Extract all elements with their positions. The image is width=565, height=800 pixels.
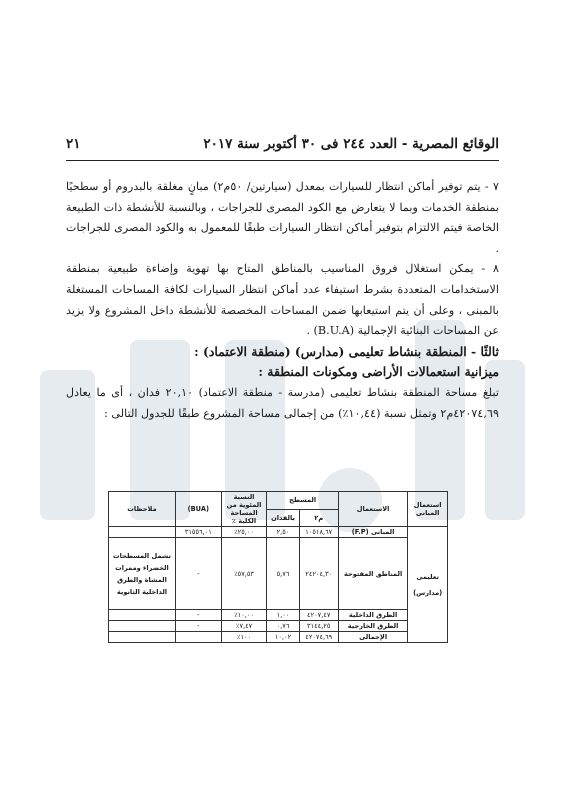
group-label: تعليمى bbox=[416, 572, 439, 581]
document-body bbox=[66, 177, 499, 424]
cell-bua: - bbox=[175, 621, 221, 632]
header-building-use: استعمال المبانى bbox=[408, 492, 448, 527]
cell-m2: ٤٢٠٧٤,٦٩ bbox=[299, 632, 338, 643]
cell-notes bbox=[109, 610, 176, 621]
group-sublabel: (مدارس) bbox=[413, 588, 443, 597]
cell-bua: - bbox=[175, 610, 221, 621]
page-header bbox=[66, 133, 499, 155]
cell-percent: ٢٥,٠٠٪ bbox=[221, 527, 267, 538]
cell-m2: ٤٢٠٧,٤٧ bbox=[299, 610, 338, 621]
cell-percent: ١٠,٠٠٪ bbox=[221, 610, 267, 621]
header-divider bbox=[66, 160, 499, 161]
cell-notes bbox=[109, 527, 176, 538]
paragraph-7: ٧ - يتم توفير أماكن انتظار للسيارات بمعدل (سيارتين/ ٥٠م٢) مبانٍ مغلقة بالبدروم أو سطحيًا بمنطقة الخدمات وبما لا يتعارض مع الكود المصرى للجراجات ، وبالنسبة للأنشطة ذات الطبيعة الخاصة فيتم الالتزام بتوفير أماكن انتظار السيارات طبقًا للمعمول به والكود المصرى للجراجات . bbox=[66, 180, 499, 255]
table-header-row bbox=[109, 492, 448, 510]
cell-feddan: ٢,٥٠ bbox=[267, 527, 299, 538]
header-notes: ملاحظات bbox=[109, 492, 176, 527]
cell-use: المناطق المفتوحة bbox=[338, 538, 407, 610]
cell-feddan: ١,٠٠ bbox=[267, 610, 299, 621]
table-row bbox=[109, 538, 448, 610]
group-cell bbox=[408, 527, 448, 643]
cell-bua bbox=[175, 632, 221, 643]
cell-percent: ١٠٠٪ bbox=[221, 632, 267, 643]
header-bua: (BUA) bbox=[175, 492, 221, 527]
cell-bua: - bbox=[175, 538, 221, 610]
cell-percent: ٥٧,٥٣٪ bbox=[221, 538, 267, 610]
cell-bua: ٣١٥٥٦,٠١ bbox=[175, 527, 221, 538]
header-percent: النسبة المئوية من المساحة الكلية ٪ bbox=[221, 492, 267, 527]
cell-notes: تشمل المسطحات الخضراء وممرات المشاة والطرق الداخلية الثانوية bbox=[109, 538, 176, 610]
cell-m2: ٣١٤٤,٢٥ bbox=[299, 621, 338, 632]
paragraph-8: ٨ - يمكن استغلال فروق المناسيب بالمناطق المتاح بها تهوية وإضاءة طبيعية بمنطقة الاستخدامات المتعددة بشرط استيفاء عدد أماكن انتظار السيارات لكافة المساحات المستغلة بالمبنى ، وعلى أن يتم استيعابها ضمن المساحات المخصصة للأنشطة داخل المشروع ولا يزيد عن المساحات البنائية الإجمالية (B.U.A) . bbox=[66, 262, 499, 338]
intro-paragraph: تبلغ مساحة المنطقة بنشاط تعليمى (مدرسة - منطقة الاعتماد) ٢٠,١٠ فدان ، أى ما يعادل ٤٢٠٧٤,٦٩م٢ وتمثل نسبة (١٠,٤٤٪) من إجمالى مساحة المشروع طبقًا للجدول التالى : bbox=[66, 385, 499, 420]
page-number: ٢١ bbox=[66, 136, 81, 152]
cell-notes bbox=[109, 632, 176, 643]
header-title: الوقائع المصرية - العدد ٢٤٤ فى ٣٠ أكتوبر سنة ٢٠١٧ bbox=[203, 136, 499, 152]
cell-use: الطرق الداخلية bbox=[338, 610, 407, 621]
header-area: المسطح bbox=[267, 492, 338, 510]
cell-use: المبانى (F.P) bbox=[338, 527, 407, 538]
header-area-feddan: بالفدان bbox=[267, 509, 299, 527]
subsection-title: ميزانية استعمالات الأراضى ومكونات المنطقة : bbox=[258, 364, 499, 380]
header-area-m2: م٢ bbox=[299, 509, 338, 527]
cell-feddan: ٠,٧٦ bbox=[267, 621, 299, 632]
cell-notes bbox=[109, 621, 176, 632]
cell-feddan: ٥,٧٦ bbox=[267, 538, 299, 610]
cell-use: الطرق الخارجية bbox=[338, 621, 407, 632]
header-use: الاستعمال bbox=[338, 492, 407, 527]
table-row bbox=[109, 621, 448, 632]
cell-m2: ٢٤٢٠٤,٣٠ bbox=[299, 538, 338, 610]
table-row bbox=[109, 527, 448, 538]
cell-use: الإجمالى bbox=[338, 632, 407, 643]
land-use-table bbox=[108, 491, 448, 643]
cell-feddan: ١٠,٠٢ bbox=[267, 632, 299, 643]
table-row bbox=[109, 610, 448, 621]
table-total-row bbox=[109, 632, 448, 643]
cell-percent: ٧,٤٧٪ bbox=[221, 621, 267, 632]
section-title: ثالثًا - المنطقة بنشاط تعليمى (مدارس) (منطقة الاعتماد) : bbox=[194, 343, 499, 359]
cell-m2: ١٠٥١٨,٦٧ bbox=[299, 527, 338, 538]
